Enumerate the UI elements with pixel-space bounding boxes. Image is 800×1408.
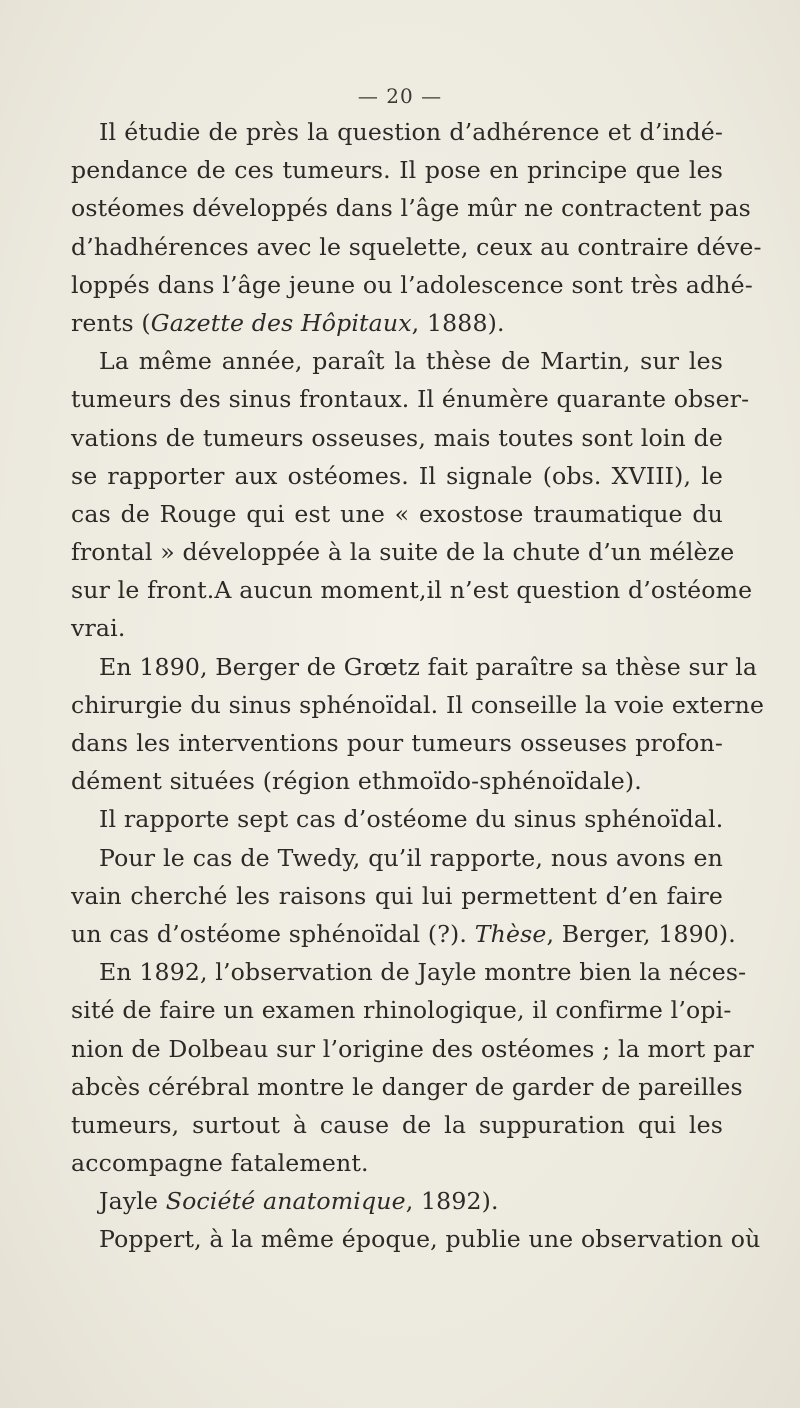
text-segment: chirurgie du sinus sphénoïdal. Il conseille la voie externe (71, 690, 765, 719)
text-segment: En 1892, l’observation de Jayle montre bien la néces- (99, 958, 747, 987)
text-segment: vations de tumeurs osseuses, mais toutes sont loin de (71, 423, 723, 452)
page-number: — 20 — (357, 84, 443, 108)
text-segment: Il étudie de près la question d’adhérence et d’indé- (99, 118, 723, 146)
text-line (71, 1106, 723, 1144)
text-line (71, 304, 723, 342)
text-segment: loppés dans l’âge jeune ou l’adolescence sont très adhé- (71, 270, 753, 299)
text-line (71, 419, 723, 457)
text-line (71, 1220, 761, 1258)
text-line (71, 1030, 754, 1068)
text-line (71, 648, 758, 686)
text-line (71, 266, 753, 304)
italic-citation: Thèse (474, 919, 547, 948)
text-line (71, 571, 753, 609)
text-line (71, 839, 723, 877)
text-line (71, 342, 723, 380)
text-line (71, 1068, 743, 1106)
text-segment: dans les interventions pour tumeurs osseuses profon- (71, 729, 723, 757)
text-segment: sité de faire un examen rhinologique, il confirme l’opi- (71, 996, 732, 1025)
text-segment: La même année, paraît la thèse de Martin, sur les (99, 347, 723, 376)
text-segment: ostéomes développés dans l’âge mûr ne contractent pas (71, 194, 751, 223)
text-segment: dément situées (région ethmoïdo-sphénoïdale). (71, 767, 642, 796)
text-segment: un cas d’ostéome sphénoïdal (?). (71, 919, 475, 948)
text-segment: tumeurs des sinus frontaux. Il énumère quarante obser- (71, 385, 750, 414)
text-segment: vrai. (71, 614, 126, 643)
text-line (71, 953, 747, 991)
text-segment: Poppert, à la même époque, publie une observation où (99, 1225, 761, 1254)
text-line (71, 495, 723, 533)
text-segment: abcès cérébral montre le danger de garder de pareilles (71, 1072, 743, 1101)
text-segment: accompagne fatalement. (71, 1149, 369, 1178)
text-line (71, 380, 750, 418)
text-segment: Pour le cas de Twedy, qu’il rapporte, nous avons en (99, 843, 723, 872)
text-line (71, 151, 723, 189)
text-segment: d’hadhérences avec le squelette, ceux au contraire déve- (71, 232, 762, 261)
text-line (71, 113, 723, 151)
text-segment: pendance de ces tumeurs. Il pose en principe que les (71, 156, 723, 185)
text-line (71, 533, 735, 571)
text-line (71, 686, 765, 724)
text-segment: Jayle (99, 1187, 166, 1216)
text-line (71, 724, 723, 762)
text-segment: frontal » développée à la suite de la chute d’un mélèze (71, 538, 735, 567)
text-segment: , 1892). (405, 1187, 499, 1216)
text-line (71, 228, 762, 266)
text-segment: , 1888). (411, 308, 505, 337)
text-segment: En 1890, Berger de Grœtz fait paraître sa thèse sur la (99, 652, 758, 681)
body-text (71, 113, 765, 1259)
text-line (71, 189, 751, 227)
text-line (71, 1144, 723, 1182)
text-segment: vain cherché les raisons qui lui permettent d’en faire (71, 881, 723, 910)
text-line (71, 1182, 723, 1220)
text-segment: tumeurs, surtout à cause de la suppuration qui les (71, 1110, 723, 1139)
italic-citation: Gazette des Hôpitaux (150, 308, 412, 337)
text-segment: rents ( (71, 308, 151, 337)
text-segment: se rapporter aux ostéomes. Il signale (obs. XVIII), le (71, 461, 723, 490)
text-segment: , Berger, 1890). (546, 919, 736, 948)
text-segment: nion de Dolbeau sur l’origine des ostéomes ; la mort par (71, 1034, 754, 1063)
text-line (71, 800, 723, 838)
text-segment: Il rapporte sept cas d’ostéome du sinus sphénoïdal. (99, 805, 724, 834)
text-line (71, 762, 723, 800)
italic-citation: Société anatomique (165, 1187, 406, 1216)
text-line (71, 991, 732, 1029)
text-line (71, 915, 736, 953)
text-segment: sur le front.A aucun moment,il n’est question d’ostéome (71, 576, 753, 605)
text-line (71, 609, 723, 647)
text-segment: cas de Rouge qui est une « exostose traumatique du (71, 499, 723, 528)
text-line (71, 877, 723, 915)
text-line (71, 457, 723, 495)
